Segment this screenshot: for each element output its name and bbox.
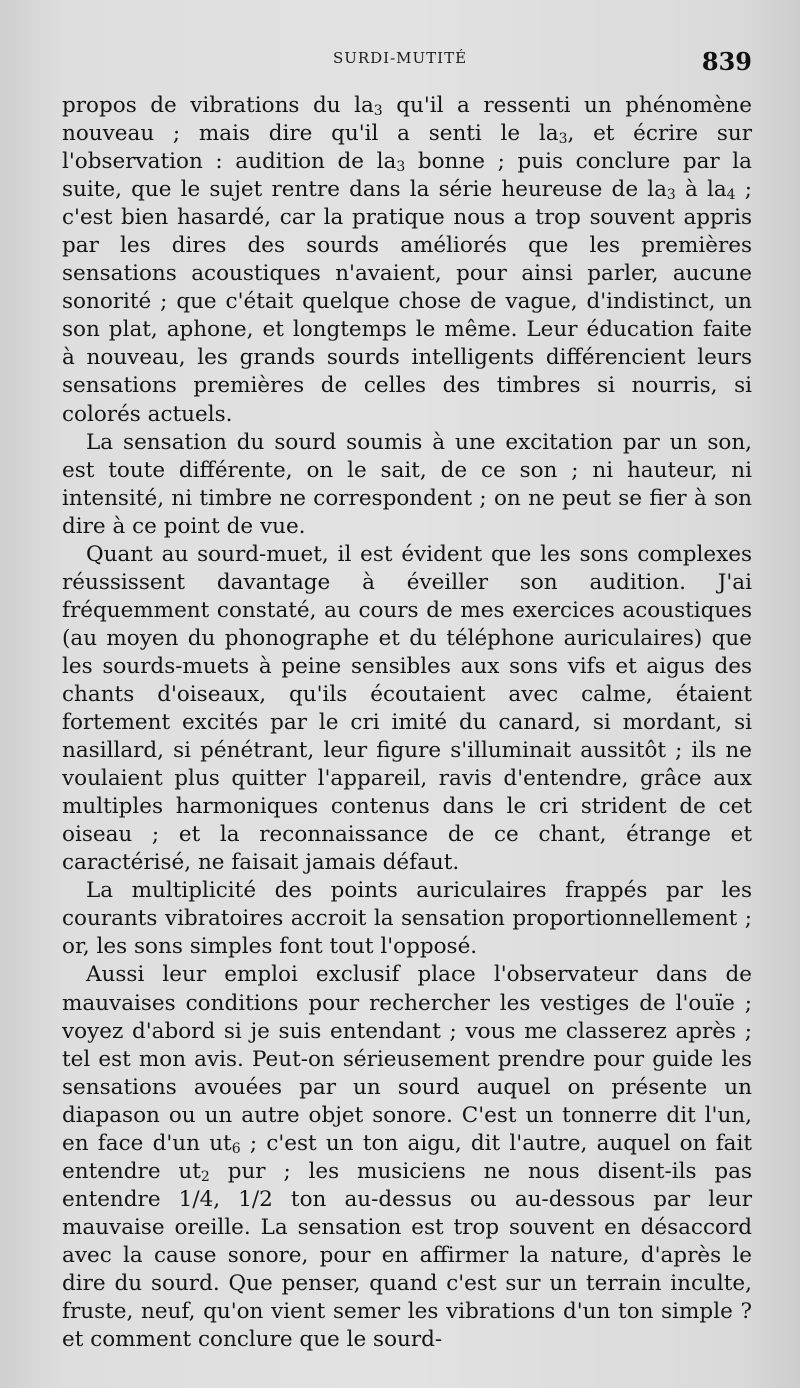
text-run: ; c'est bien hasardé, car la pratique nous a trop souvent appris par les dires des sourds améliorés que les premières sensations acoustiques n'avaient, pour ainsi parler, aucune sonorité ; que c'était quelque chose de vague, d'indistinct, un son plat, aphone, et longtemps le même. Leur éducation faite à nouveau, les grands sourds intelligents différencient leurs sensations premières de celles des timbres si nourris, si colorés actuels.	[62, 177, 752, 427]
text-run: propos de vibrations du la	[62, 93, 374, 118]
text-run: , et écrire sur l'observation : audition de la	[62, 121, 752, 175]
subscript-index: 3	[396, 159, 406, 176]
paragraph-5	[62, 961, 752, 1354]
paragraph-2	[62, 429, 752, 541]
text-run: bonne ; puis conclure par la suite, que le sujet rentre dans la série heureuse de la	[62, 149, 752, 203]
running-head-title: SURDI-MUTITÉ	[332, 49, 468, 67]
paragraph-1	[62, 92, 752, 429]
subscript-index: 4	[726, 187, 736, 204]
text-run: pur ; les musiciens ne nous disent-ils pas entendre 1/4, 1/2 ton au-dessus ou au-dessous par leur mauvaise oreille. La sensation est trop souvent en désaccord avec la cause sonore, pour en affirmer la nature, d'après le dire du sourd. Que penser, quand c'est sur un terrain inculte, fruste, neuf, qu'on vient semer les vibrations d'un ton simple ? et comment conclure que le sourd-	[62, 1158, 752, 1353]
text-run: Aussi leur emploi exclusif place l'observateur dans de mauvaises conditions pour rechercher les vestiges de l'ouïe ; voyez d'abord si je suis entendant ; vous me classerez après ; tel est mon avis. Peut-on sérieusement prendre pour guide les sensations avouées par un sourd auquel on présente un diapason ou un autre objet sonore. C'est un tonnerre dit l'un, en face d'un ut	[62, 962, 752, 1156]
text-run: La multiplicité des points auriculaires frappés par les courants vibratoires accroit la sensation proportionnellement ; or, les sons simples font tout l'opposé.	[62, 878, 752, 960]
paragraph-4	[62, 877, 752, 961]
page-number: 839	[701, 47, 752, 76]
text-run: qu'il a ressenti un phénomène nouveau ; mais dire qu'il a senti le la	[62, 93, 752, 147]
subscript-index: 2	[200, 1168, 210, 1185]
subscript-index: 6	[231, 1140, 241, 1157]
text-run: à la	[675, 177, 727, 203]
paragraph-3	[62, 541, 752, 878]
text-run: ; c'est un ton aigu, dit l'autre, auquel on fait entendre ut	[62, 1130, 752, 1184]
text-run: Quant au sourd-muet, il est évident que les sons complexes réussissent davantage à éveiller son audition. J'ai fréquemment constaté, au cours de mes exercices acoustiques (au moyen du phonographe et du téléphone auriculaires) que les sourds-muets à peine sensibles aux sons vifs et aigus des chants d'oiseaux, qu'ils écoutaient avec calme, étaient fortement excités par le cri imité du canard, si mordant, si nasillard, si pénétrant, leur figure s'illuminait aussitôt ; ils ne voulaient plus quitter l'appareil, ravis d'entendre, grâce aux multiples harmoniques contenus dans le cri strident de cet oiseau ; et la reconnaissance de ce chant, étrange et caractérisé, ne faisait jamais défaut.	[62, 541, 752, 876]
body-text	[62, 92, 752, 1354]
subscript-index: 3	[373, 103, 383, 119]
running-head	[0, 47, 800, 87]
subscript-index: 3	[558, 131, 568, 148]
subscript-index: 3	[666, 187, 676, 204]
text-run: La sensation du sourd soumis à une excitation par un son, est toute différente, on le sait, de ce son ; ni hauteur, ni intensité, ni timbre ne correspondent ; on ne peut se fier à son dire à ce point de vue.	[62, 429, 752, 539]
